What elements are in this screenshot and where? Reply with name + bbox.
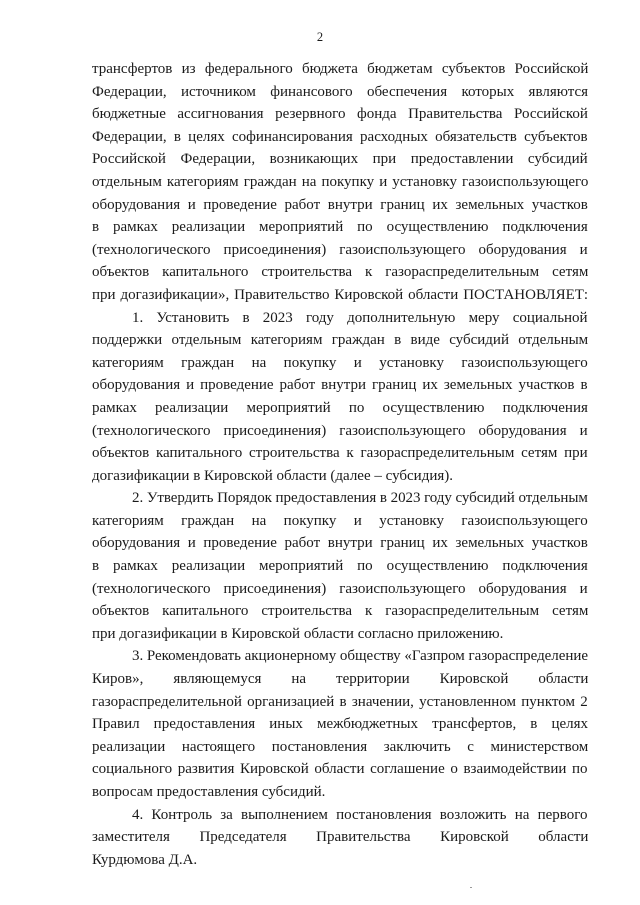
paragraph-line: в рамках реализации мероприятий по осуществлению подключения [92,219,588,236]
paragraph-line: вопросам предоставления субсидий. [92,784,326,800]
paragraph-line: категориям граждан на покупку и установку газоиспользующего [92,354,588,371]
paragraph-line: социального развития Кировской области соглашение о взаимодействии по [92,761,588,778]
paragraph-line: поддержки отдельным категориям граждан в виде субсидий отдельным [92,332,589,349]
intro-paragraph [92,58,588,307]
paragraph-line: Российской Федерации, возникающих при предоставлении субсидий [92,151,588,168]
paragraph-line: оборудования и проведение работ внутри границ их земельных участков [92,535,588,552]
paragraph-line: Федерации, источником финансового обеспечения которых являются [92,83,589,100]
paragraph-line: объектов капитального строительства к газораспределительным сетям [92,264,589,281]
paragraph-line: при догазификации в Кировской области согласно приложению. [92,625,504,642]
paragraph-line: трансфертов из федерального бюджета бюджетам субъектов Российской [92,61,589,77]
scan-speck [470,887,472,888]
paragraph-line: 2. Утвердить Порядок предоставления в 2023 году субсидий отдельным [132,490,588,507]
paragraph-line: бюджетные ассигнования резервного фонда Правительства Российской [92,106,588,123]
item-2-paragraph [92,487,588,645]
paragraph-line: газораспределительной организацией в значении, установленном пунктом 2 [92,693,588,710]
paragraph-line: 4. Контроль за выполнением постановления возложить на первого [132,806,588,823]
paragraph-line: в рамках реализации мероприятий по осуществлению подключения [92,558,588,575]
paragraph-line: объектов капитального строительства к газораспределительным сетям при [92,445,588,462]
paragraph-line: рамках реализации мероприятий по осуществлению подключения [92,399,588,416]
paragraph-line: (технологического присоединения) газоиспользующего оборудования и [92,580,588,597]
item-1-paragraph [92,307,588,488]
paragraph-line: 3. Рекомендовать акционерному обществу «Газпром газораспределение [132,648,589,665]
paragraph-line: 1. Установить в 2023 году дополнительную меру социальной [132,309,588,326]
paragraph-line: Курдюмова Д.А. [92,851,198,868]
paragraph-line: заместителя Председателя Правительства Кировской области [92,829,589,846]
paragraph-line: категориям граждан на покупку и установку газоиспользующего [92,512,588,529]
page-number: 2 [316,30,324,44]
paragraph-line: объектов капитального строительства к газораспределительным сетям [92,603,589,620]
paragraph-line: оборудования и проведение работ внутри границ их земельных участков [92,196,588,213]
paragraph-line: при догазификации», Правительство Кировской области ПОСТАНОВЛЯЕТ: [92,286,589,303]
paragraph-line: Киров», являющемуся на территории Кировской области [92,671,589,688]
paragraph-line: (технологического присоединения) газоиспользующего оборудования и [92,241,588,258]
paragraph-line: Правил предоставления иных межбюджетных трансфертов, в целях [92,716,589,733]
paragraph-line: отдельным категориям граждан на покупку и установку газоиспользующего [92,173,589,190]
item-4-paragraph [92,804,588,872]
paragraph-line: догазификации в Кировской области (далее – субсидия). [92,467,454,484]
paragraph-line: (технологического присоединения) газоиспользующего оборудования и [92,422,588,439]
paragraph-line: Федерации, в целях софинансирования расходных обязательств субъектов [92,128,588,145]
paragraph-line: реализации настоящего постановления заключить с министерством [92,738,589,755]
item-3-paragraph [92,645,588,803]
paragraph-line: оборудования и проведение работ внутри границ их земельных участков в [92,377,588,394]
document-body [92,58,588,871]
